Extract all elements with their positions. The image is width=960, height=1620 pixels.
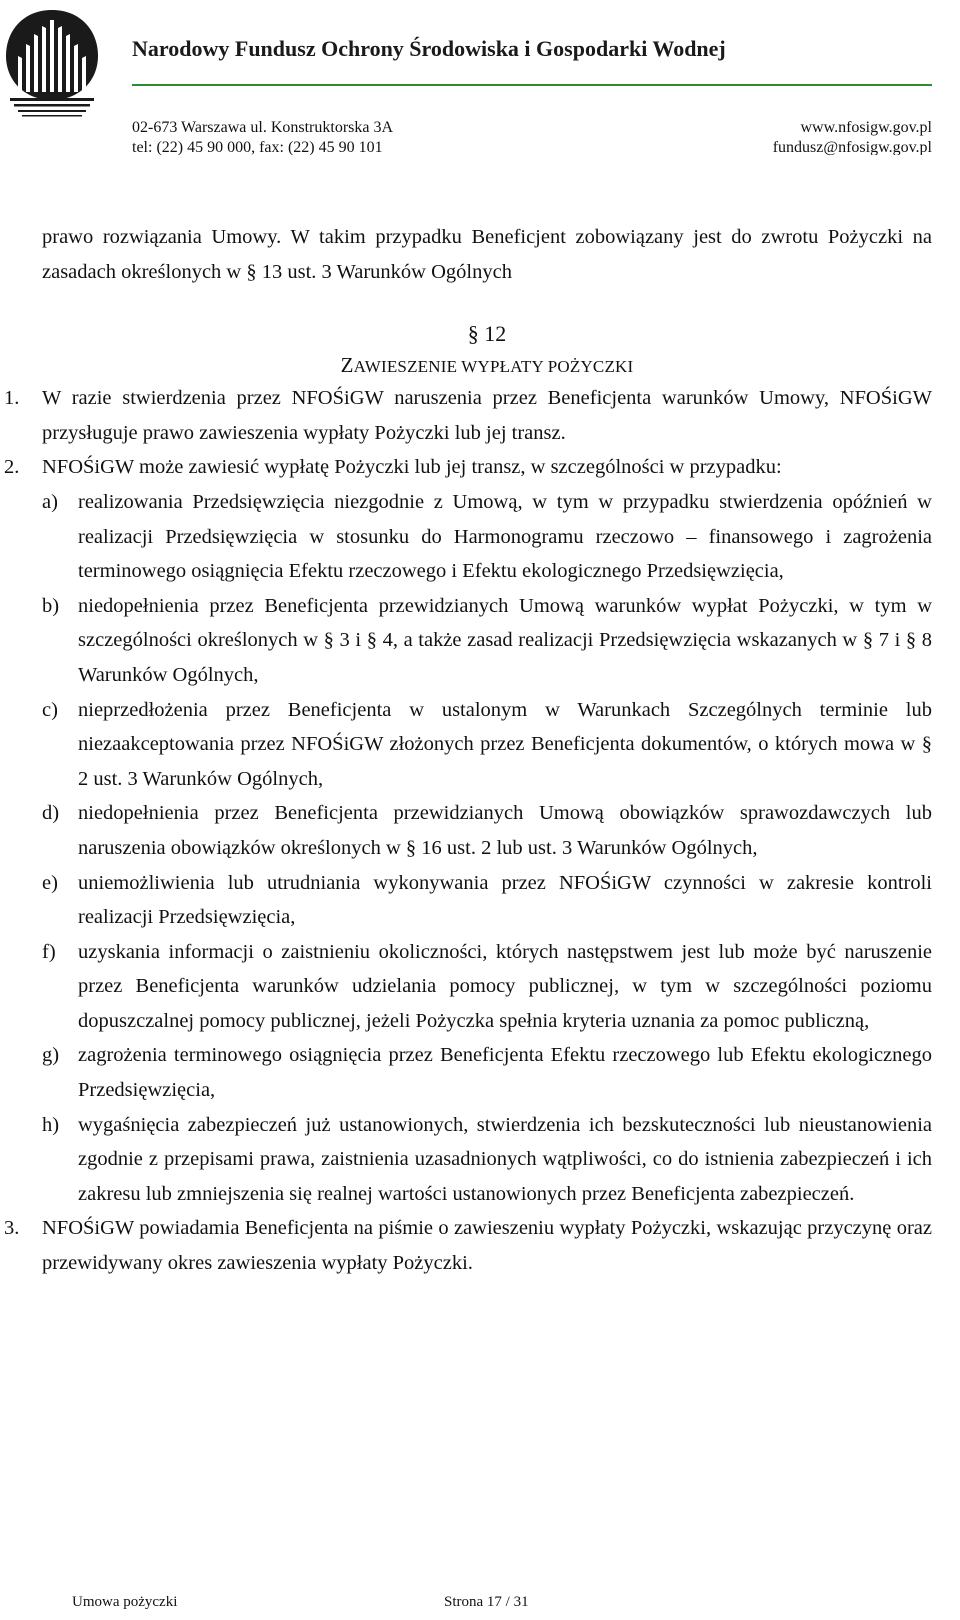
point-text: NFOŚiGW może zawiesić wypłatę Pożyczki lub jej transz, w szczególności w przypadku: (42, 456, 782, 479)
header-rule (132, 84, 932, 86)
subpoint-letter: e) (42, 871, 58, 894)
point-3 (4, 1211, 932, 1280)
address-street: 02-673 Warszawa ul. Konstruktorska 3A (132, 119, 394, 136)
point-text: W razie stwierdzenia przez NFOŚiGW naruszenia przez Beneficjenta warunków Umowy, NFOŚiGW przysługuje prawo zawieszenia wypłaty Pożyczki lub jej transz. (42, 387, 932, 444)
point-number: 3. (4, 1217, 20, 1240)
subpoint-text: uniemożliwienia lub utrudniania wykonywania przez NFOŚiGW czynności w zakresie kontroli realizacji Przedsięwzięcia, (78, 871, 932, 929)
subpoint-g (42, 1038, 932, 1107)
subpoint-text: wygaśnięcia zabezpieczeń już ustanowionych, stwierdzenia ich bezskuteczności lub nieustanowienia zgodnie z przepisami prawa, zaistnienia uzasadnionych wątpliwości, co do istnienia zabezpieczeń i ich zakresu lub zmniejszenia się realnej wartości ustanowionych przez Beneficjenta zabezpieczeń. (78, 1113, 932, 1205)
nfosigw-logo (4, 6, 100, 118)
point-number: 2. (4, 456, 20, 479)
footer-document-name: Umowa pożyczki (72, 1594, 178, 1610)
section-title (42, 351, 932, 381)
intro-paragraph: prawo rozwiązania Umowy. W takim przypadku Beneficjent zobowiązany jest do zwrotu Pożyczki na zasadach określonych w § 13 ust. 3 Warunków Ogólnych (42, 226, 932, 283)
subpoint-letter: d) (42, 802, 60, 825)
subpoint-a (42, 485, 932, 589)
organization-name: Narodowy Fundusz Ochrony Środowiska i Gospodarki Wodnej (132, 36, 726, 61)
website-link[interactable]: www.nfosigw.gov.pl (800, 119, 932, 136)
subpoint-c (42, 693, 932, 797)
subpoint-letter: b) (42, 594, 60, 617)
subpoint-letter: a) (42, 490, 58, 513)
subpoint-b (42, 589, 932, 693)
email-link[interactable]: fundusz@nfosigw.gov.pl (772, 139, 932, 155)
address-phone: tel: (22) 45 90 000, fax: (22) 45 90 101 (132, 139, 383, 155)
subpoint-text: niedopełnienia przez Beneficjenta przewidzianych Umową warunków wypłat Pożyczki, w tym w szczególności określonych w § 3 i § 4, a także zasad realizacji Przedsięwzięcia wskazanych w § 7 i § 8 Warunków Ogólnych, (78, 594, 932, 686)
point-2 (4, 450, 932, 485)
subpoint-letter: c) (42, 698, 58, 721)
subpoint-text: realizowania Przedsięwzięcia niezgodnie z Umową, w tym w przypadku stwierdzenia opóźnień w realizacji Przedsięwzięcia w stosunku do Harmonogramu rzeczowo – finansowego i zagrożenia terminowego osiągnięcia Efektu rzeczowego i Efektu ekologicznego Przedsięwzięcia, (78, 490, 932, 583)
subpoint-text: nieprzedłożenia przez Beneficjenta w ustalonym w Warunkach Szczególnych terminie lub niezaakceptowania przez NFOŚiGW złożonych przez Beneficjenta dokumentów, o których mowa w § 2 ust. 3 Warunków Ogólnych, (78, 698, 932, 790)
point-number: 1. (4, 387, 20, 410)
point-text: NFOŚiGW powiadamia Beneficjenta na piśmie o zawieszeniu wypłaty Pożyczki, wskazując przyczynę oraz przewidywany okres zawieszenia wypłaty Pożyczki. (42, 1217, 932, 1275)
point-1 (4, 381, 932, 450)
subpoint-h (42, 1108, 932, 1212)
subpoint-d (42, 796, 932, 865)
footer-page-number: Strona 17 / 31 (444, 1594, 529, 1610)
subpoint-e (42, 866, 932, 935)
subpoint-letter: f) (42, 940, 56, 963)
document-body (4, 220, 932, 1281)
subpoint-letter: g) (42, 1044, 60, 1067)
subpoint-text: zagrożenia terminowego osiągnięcia przez Beneficjenta Efektu rzeczowego lub Efektu ekologicznego Przedsięwzięcia, (78, 1044, 932, 1102)
subpoint-text: niedopełnienia przez Beneficjenta przewidzianych Umową obowiązków sprawozdawczych lub naruszenia obowiązków określonych w § 16 ust. 2 lub ust. 3 Warunków Ogólnych, (78, 802, 932, 859)
section-title-rest: AWIESZENIE WYPŁATY POŻYCZKI (353, 357, 634, 377)
subpoint-f (42, 935, 932, 1039)
section-number: § 12 (467, 321, 507, 347)
subpoint-letter: h) (42, 1113, 60, 1136)
section-title-initial: Z (340, 353, 354, 378)
subpoint-text: uzyskania informacji o zaistnieniu okoliczności, których następstwem jest lub może być naruszenie przez Beneficjenta warunków udzielania pomocy publicznej, w tym w szczególności poziomu dopuszczalnej pomocy publicznej, jeżeli Pożyczka spełnia kryteria uznania za pomoc publiczną, (78, 940, 932, 1032)
